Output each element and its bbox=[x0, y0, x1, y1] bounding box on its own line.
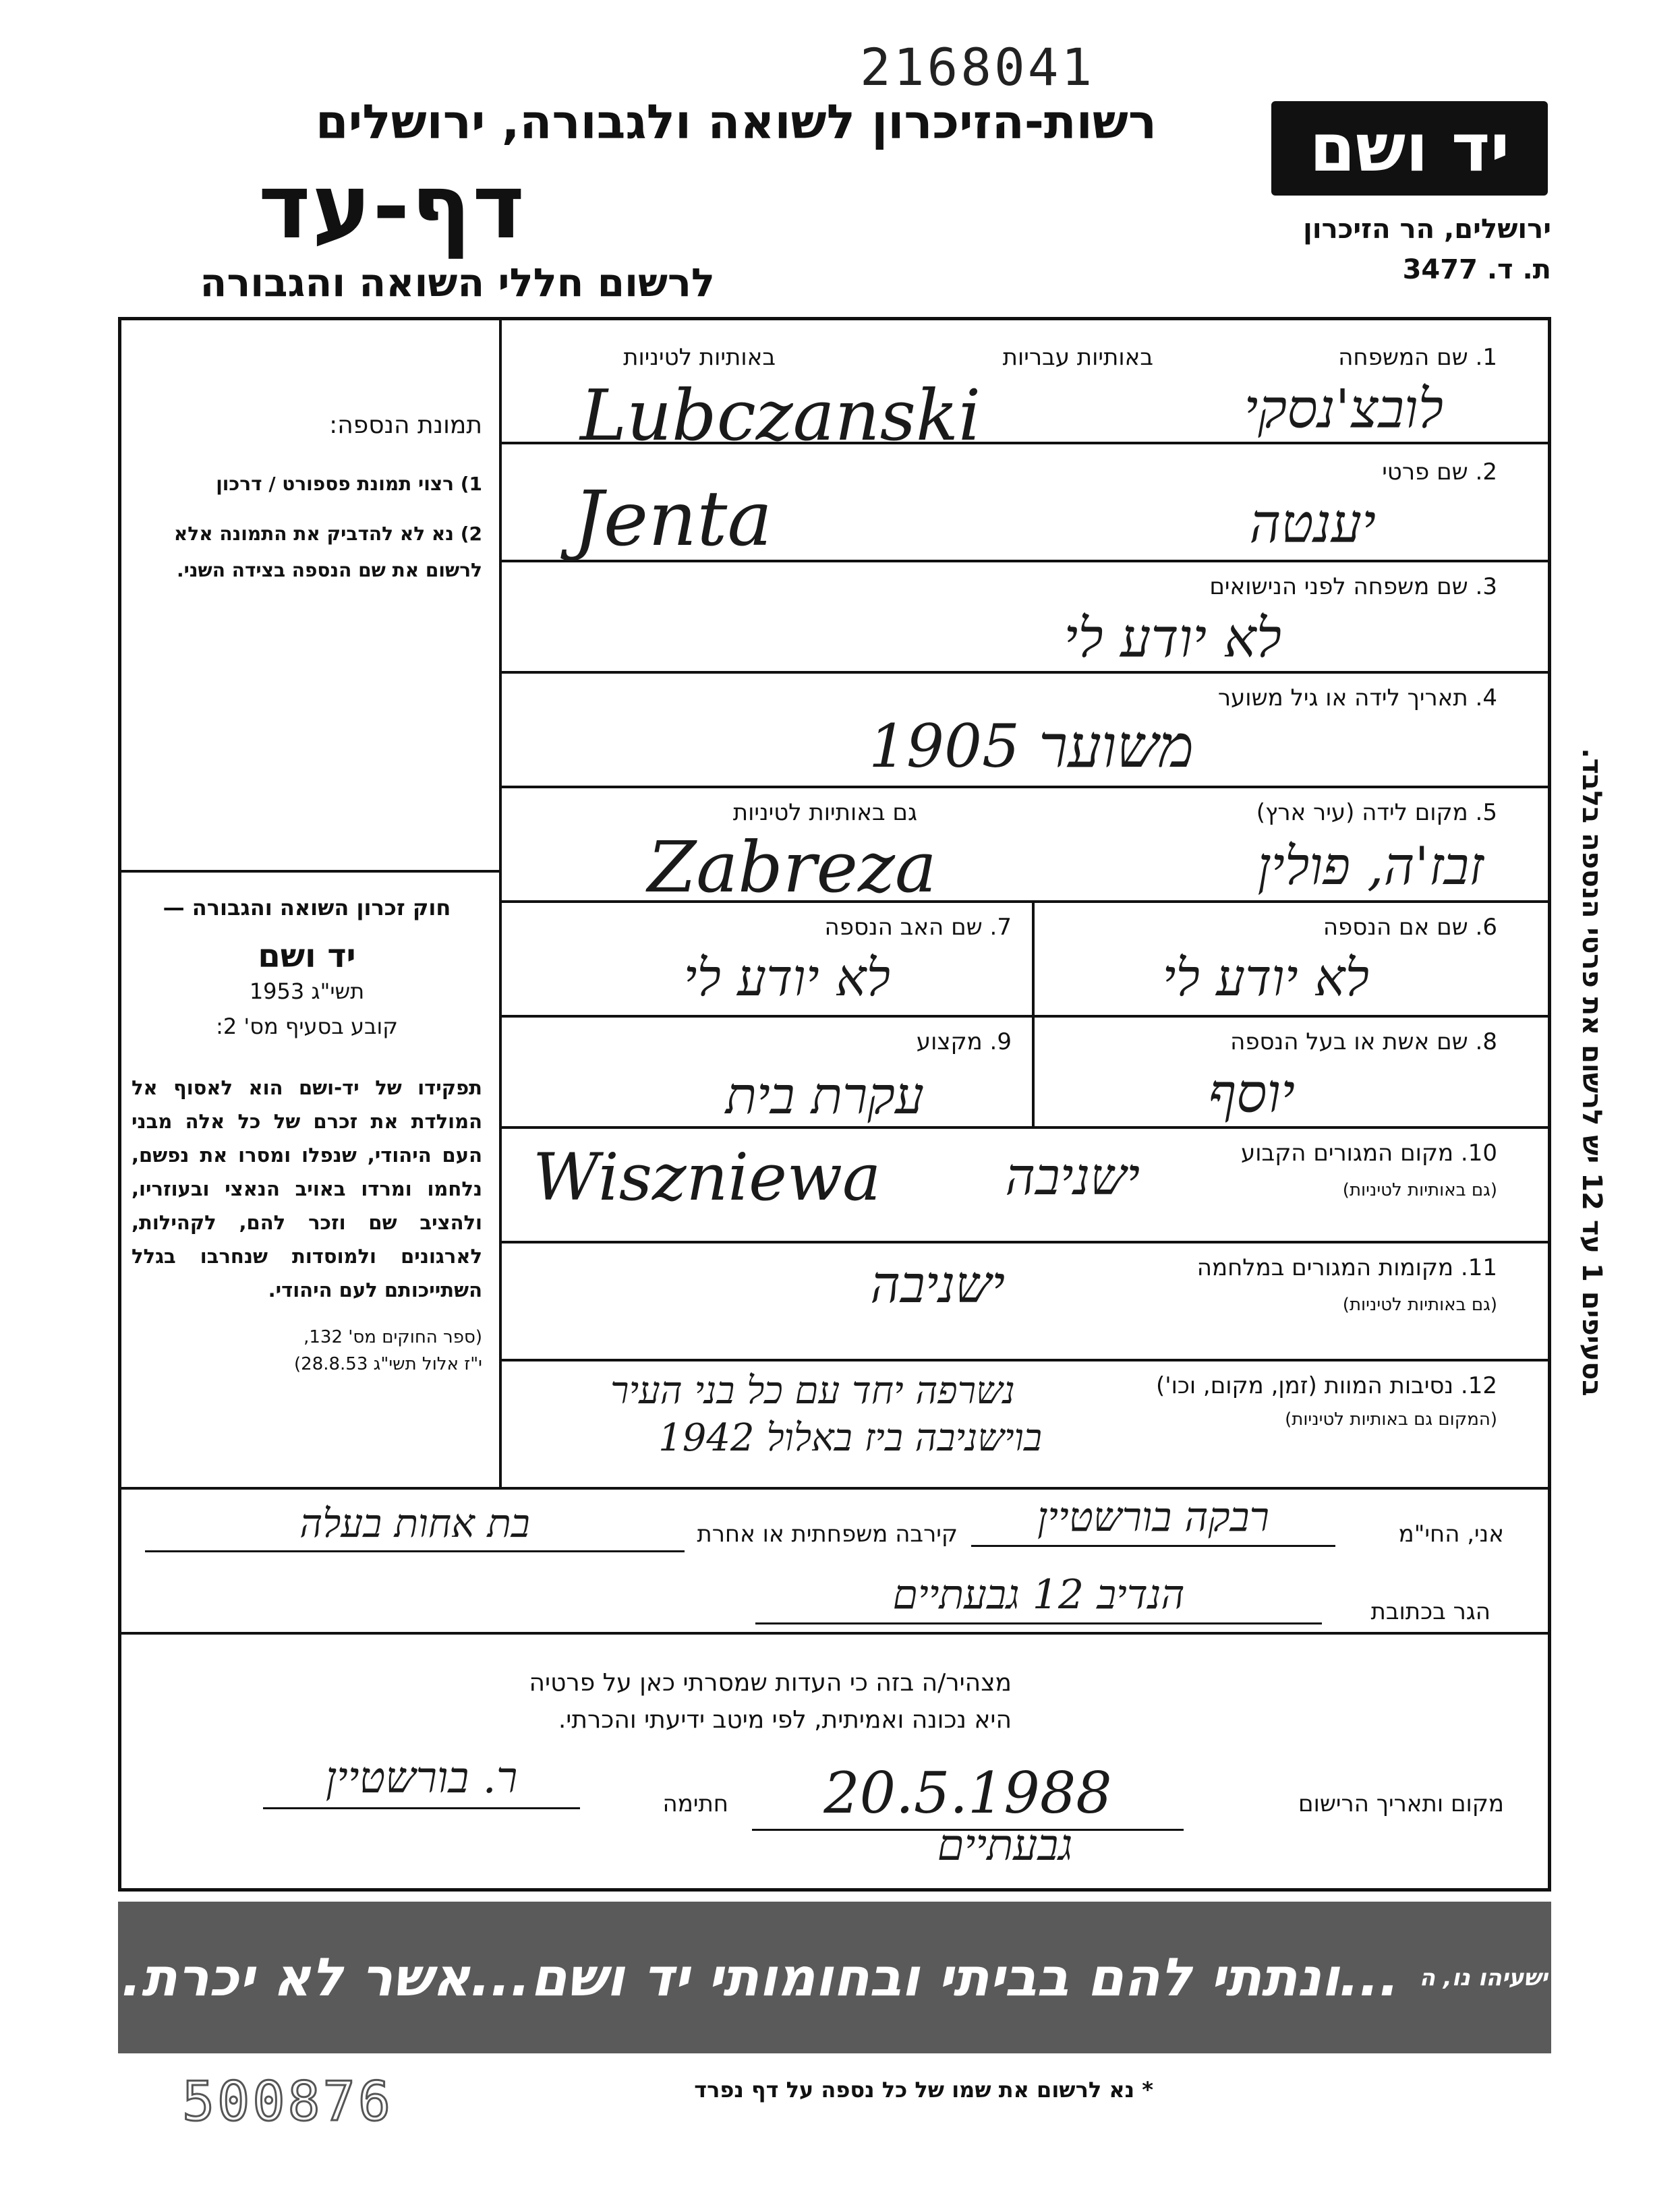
address-line-1: ירושלים, הר הזיכרון bbox=[1303, 214, 1551, 245]
field-1-latin-header: באותיות לטיניות bbox=[623, 344, 776, 371]
relation-label: קירבה משפחתית או אחרת bbox=[697, 1521, 958, 1548]
law-title: חוק זכרון השואה והגבורה — bbox=[163, 895, 451, 920]
field-10-sublabel: (גם באותיות לטיניות) bbox=[1342, 1180, 1497, 1200]
law-citation-2: י"ז אלול תשי"ג 28.8.53) bbox=[294, 1354, 482, 1374]
field-4-value: משוער 1905 bbox=[869, 711, 1194, 781]
photo-box bbox=[132, 411, 482, 589]
field-7-label: 7. שם האב הנספה bbox=[824, 914, 1012, 941]
statement-line-1: מצהיר/ה בזה כי העדות שמסרתי כאן על פרטיה bbox=[529, 1669, 1012, 1697]
document-serial-number: 2168041 bbox=[860, 37, 1095, 97]
declarant-label: אני, החי"מ bbox=[1398, 1521, 1504, 1548]
statement-line-2: היא נכונה ואמיתית, לפי מיטב ידיעתי והכרתי. bbox=[558, 1706, 1012, 1734]
law-citation-1: (ספר החוקים מס' 132, bbox=[303, 1327, 482, 1347]
field-6-label: 6. שם אם הנספה bbox=[1323, 914, 1497, 941]
law-body: תפקידו של יד-ושם הוא לאסוף אל המולדת את זכרם של כל אלה מבני העם היהודי, שנפלו ומסרו את נפשם, נלחמו ומרדו באויב הנאצי ובעוזריו, ולהציב שם וזכר להם, לקהילות, לארגונים ולמוסדות שנחרבו בגלל השתייכותם לעם היהודי. bbox=[132, 1076, 482, 1301]
field-3-value: לא יודע לי bbox=[1064, 607, 1281, 670]
field-1-label: 1. שם המשפחה bbox=[1338, 344, 1497, 371]
row-divider bbox=[499, 671, 1551, 674]
law-box bbox=[132, 890, 482, 1374]
row-divider bbox=[499, 786, 1551, 788]
address-line-2: ת. ד. 3477 bbox=[1402, 254, 1551, 285]
banner-quote: ...ונתתי להם בביתי ובחומותי יד ושם...אשר לא יכרת. bbox=[121, 1947, 1399, 2008]
photo-box-title: תמונת הנספה: bbox=[329, 411, 482, 439]
field-6-value: לא יודע לי bbox=[1162, 947, 1369, 1007]
field-5-label: 5. מקום לידה (עיר ארץ) bbox=[1256, 799, 1497, 826]
field-11-value: ישניבה bbox=[870, 1254, 1005, 1314]
field-10-label: 10. מקום המגורים הקבוע bbox=[1240, 1140, 1497, 1167]
registration-date: 20.5.1988 bbox=[752, 1760, 1184, 1831]
row-divider bbox=[499, 1359, 1551, 1361]
photo-box-item-1: 1) רצוי תמונת פספורט / דרכון bbox=[216, 473, 482, 495]
field-9-value: עקרת בית bbox=[725, 1065, 924, 1125]
field-10-latin-value: Wiszniewa bbox=[533, 1140, 881, 1215]
form-title: דף-עד bbox=[258, 155, 526, 259]
footnote: * נא לרשום את שמו של כל נספה על דף נפרד bbox=[694, 2077, 1153, 2103]
form-subtitle: לרשום חללי השואה והגבורה bbox=[200, 260, 715, 305]
date-label: מקום ותאריך הרישום bbox=[1298, 1790, 1504, 1817]
field-12-value-line-1: נשרפה יחד עם כל בני העיר bbox=[610, 1369, 1015, 1413]
field-10-hebrew-value: ישניבה bbox=[1005, 1146, 1140, 1206]
field-8-label: 8. שם אשת או בעל הנספה bbox=[1230, 1028, 1497, 1055]
field-5-latin-value: Zabreza bbox=[647, 826, 937, 908]
signature-label: חתימה bbox=[662, 1790, 728, 1817]
field-2-label: 2. שם פרטי bbox=[1382, 459, 1497, 486]
field-7-value: לא יודע לי bbox=[683, 947, 890, 1007]
quote-banner bbox=[118, 1902, 1551, 2053]
field-2-hebrew-value: יענטה bbox=[1249, 492, 1376, 555]
law-org: יד ושם bbox=[258, 937, 356, 975]
row-divider bbox=[499, 1126, 1551, 1129]
field-1-hebrew-value: לובצ'נסקי bbox=[1244, 378, 1443, 440]
section-divider bbox=[118, 1632, 1551, 1635]
field-8-value: יוסף bbox=[1208, 1062, 1295, 1125]
law-clause: קובע בסעיף מס' 2: bbox=[216, 1014, 398, 1039]
side-note bbox=[1571, 701, 1612, 1443]
registration-place: גבעתיים bbox=[937, 1821, 1073, 1871]
field-12-sublabel: (המקום גם באותיות לטיניות) bbox=[1285, 1409, 1497, 1430]
row-divider bbox=[499, 1015, 1551, 1018]
banner-reference: ישעיהו נו, ה bbox=[1419, 1964, 1548, 1991]
organization-name: רשות-הזיכרון לשואה ולגבורה, ירושלים bbox=[315, 94, 1157, 150]
field-5-latin-header: גם באותיות לטיניות bbox=[732, 799, 917, 826]
field-12-label: 12. נסיבות המוות (זמן, מקום, וכו') bbox=[1155, 1372, 1497, 1399]
field-2-latin-value: Jenta bbox=[573, 475, 773, 563]
field-11-label: 11. מקומות המגורים במלחמה bbox=[1196, 1254, 1497, 1281]
field-1-hebrew-header: באותיות עבריות bbox=[1002, 344, 1153, 371]
field-1-latin-value: Lubczanski bbox=[580, 374, 981, 457]
section-divider bbox=[118, 1487, 1551, 1490]
field-4-label: 4. תאריך לידה או גיל משוער bbox=[1217, 684, 1497, 711]
address-label: הגר בכתובת bbox=[1370, 1598, 1490, 1625]
law-year: תשי"ג 1953 bbox=[249, 978, 365, 1004]
row-divider bbox=[499, 1241, 1551, 1243]
left-column-divider bbox=[118, 870, 500, 873]
field-11-sublabel: (גם באותיות לטיניות) bbox=[1342, 1295, 1497, 1315]
field-12-value-line-2: בוישניבה ביז באלול 1942 bbox=[658, 1416, 1042, 1460]
relation-value: בת אחות בעלה bbox=[145, 1500, 685, 1552]
field-3-label: 3. שם משפחה לפני הנישואים bbox=[1209, 573, 1497, 600]
signature: ר. בורשטיין bbox=[263, 1753, 580, 1809]
field-column-divider bbox=[1032, 900, 1035, 1126]
address-value: הנדיב 12 גבעתיים bbox=[755, 1571, 1322, 1624]
archive-stamp: 500876 bbox=[182, 2070, 393, 2133]
side-note-text: בסעיפים 1 עד 12 יש לרשום את פרטי הנספה בלבד. bbox=[1576, 748, 1607, 1397]
organization-address bbox=[1227, 209, 1551, 290]
photo-box-item-2: 2) נא לא להדביק את התמונה אלא לרשום את שם הנספה בצידה השני. bbox=[173, 523, 482, 581]
declarant-name: רבקה בורשטיין bbox=[971, 1494, 1335, 1547]
field-5-hebrew-value: זבז'ה, פולין bbox=[1257, 836, 1484, 897]
yad-vashem-logo: יד ושם bbox=[1271, 101, 1548, 196]
field-9-label: 9. מקצוע bbox=[916, 1028, 1012, 1055]
